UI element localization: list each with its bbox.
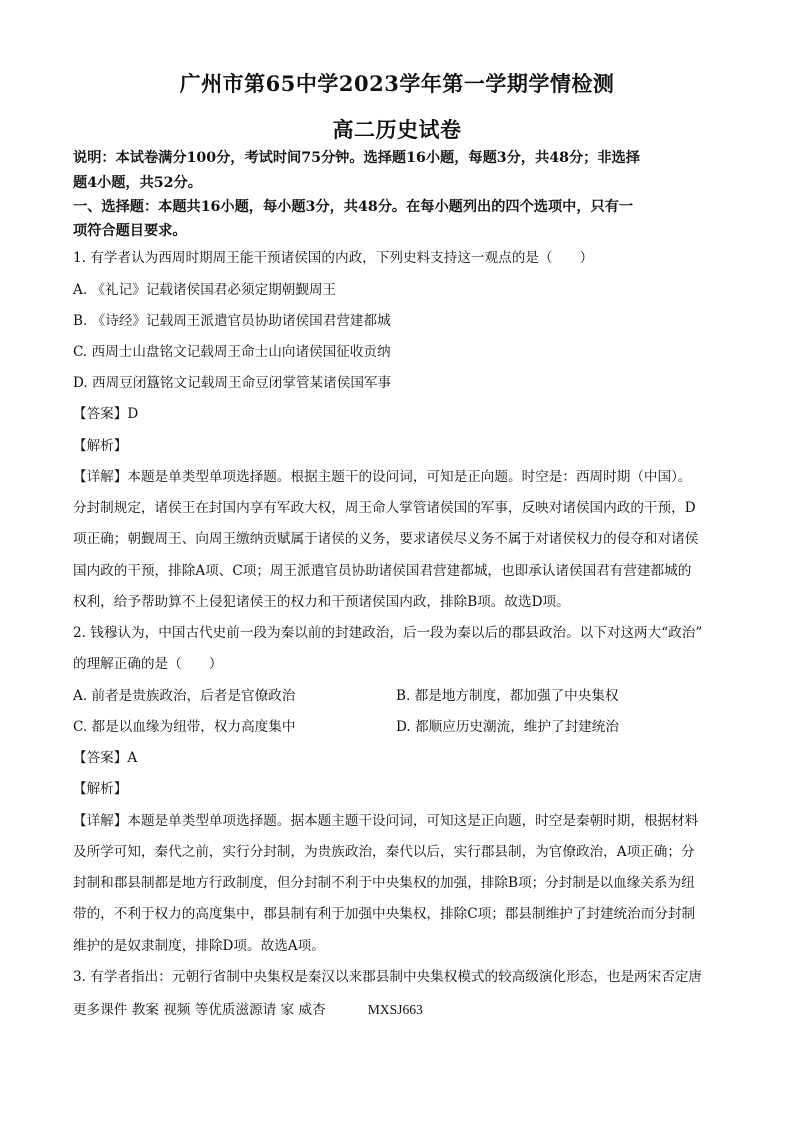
- q2-detail-line: 封制和郡县制都是地方行政制度，但分封制不利于中央集权的加强，排除B项；分封制是以血缘关系为纽: [73, 875, 695, 891]
- q1-detail-line: 【详解】本题是单类型单项选择题。根据主题干的设问词，可知是正向题。时空是：西周时期（中国）。: [73, 469, 692, 485]
- q2-answer: 【答案】A: [73, 750, 138, 766]
- q1-detail-line: 国内政的干预，排除A项、C项；周王派遣官员协助诸侯国君营建都城，也即承认诸侯国君有营建都城的: [73, 563, 692, 579]
- section-heading-line-1: 一、选择题：本题共16小题，每小题3分，共48分。在每小题列出的四个选项中，只有一: [73, 199, 634, 215]
- q2-option-b: B. 都是地方制度，都加强了中央集权: [396, 688, 619, 704]
- q1-option-d: D. 西周豆闭簋铭文记载周王命豆闭掌管某诸侯国军事: [73, 375, 392, 391]
- footer: [73, 998, 423, 1018]
- q1-option-a: A. 《礼记》记载诸侯国君必须定期朝觐周王: [73, 282, 337, 298]
- instructions-line-2: 题4小题，共52分。: [73, 175, 202, 191]
- q1-detail-line: 项正确；朝觐周王、向周王缴纳贡赋属于诸侯的义务，要求诸侯尽义务不属于对诸侯权力的侵夺和对诸侯: [73, 531, 699, 547]
- q1-answer: 【答案】D: [73, 406, 139, 422]
- q1-option-c: C. 西周士山盘铭文记载周王命士山向诸侯国征收贡纳: [73, 344, 391, 360]
- q2-detail-line: 带的，不利于权力的高度集中，郡县制有利于加强中央集权，排除C项；郡县制维护了封建统治而分封制: [73, 906, 696, 922]
- exam-title: 广州市第65中学2023学年第一学期学情检测: [179, 71, 615, 96]
- q3-stem: 3. 有学者指出：元朝行省制中央集权是秦汉以来郡县制中央集权模式的较高级演化形态，也是两宋否定唐: [73, 969, 703, 985]
- q1-detail-line: 分封制规定，诸侯王在封国内享有军政大权，周王命人掌管诸侯国的军事，反映对诸侯国内政的干预，D: [73, 500, 696, 516]
- q1-option-b: B. 《诗经》记载周王派遣官员协助诸侯国君营建都城: [73, 313, 391, 329]
- q1-stem: 1. 有学者认为西周时期周王能干预诸侯国的内政，下列史料支持这一观点的是（ ）: [73, 250, 594, 266]
- q2-detail-line: 【详解】本题是单类型单项选择题。据本题主题干设问词，可知这是正向题，时空是秦朝时期，根据材料: [73, 813, 699, 829]
- instructions-line-1: 说明：本试卷满分100分，考试时间75分钟。选择题16小题，每题3分，共48分；非选择: [73, 150, 640, 166]
- q1-analysis-label: 【解析】: [73, 438, 128, 454]
- exam-subtitle: 高二历史试卷: [332, 117, 462, 142]
- q1-detail-line: 权利，给予帮助算不上侵犯诸侯王的权力和干预诸侯国内政，排除B项。故选D项。: [73, 594, 570, 610]
- q2-stem-line-1: 2. 钱穆认为，中国古代史前一段为秦以前的封建政治，后一段为秦以后的郡县政治。以下对这两大“政治”: [73, 625, 703, 641]
- q2-option-d: D. 都顺应历史潮流，维护了封建统治: [396, 719, 619, 735]
- q2-detail-line: 及所学可知，秦代之前，实行分封制，为贵族政治，秦代以后，实行郡县制，为官僚政治，A项正确；分: [73, 844, 695, 860]
- q2-analysis-label: 【解析】: [73, 781, 128, 797]
- footer-code: MXSJ663: [367, 1002, 423, 1017]
- q2-detail-line: 维护的是奴隶制度，排除D项。故选A项。: [73, 938, 325, 954]
- section-heading-line-2: 项符合题目要求。: [73, 223, 187, 239]
- q2-stem-line-2: 的理解正确的是（ ）: [73, 656, 223, 672]
- q2-option-c: C. 都是以血缘为纽带，权力高度集中: [73, 719, 296, 735]
- q2-option-a: A. 前者是贵族政治，后者是官僚政治: [73, 688, 296, 704]
- footer-promo: 更多课件 教案 视频 等优质滋源请 家 威杏: [73, 1002, 326, 1018]
